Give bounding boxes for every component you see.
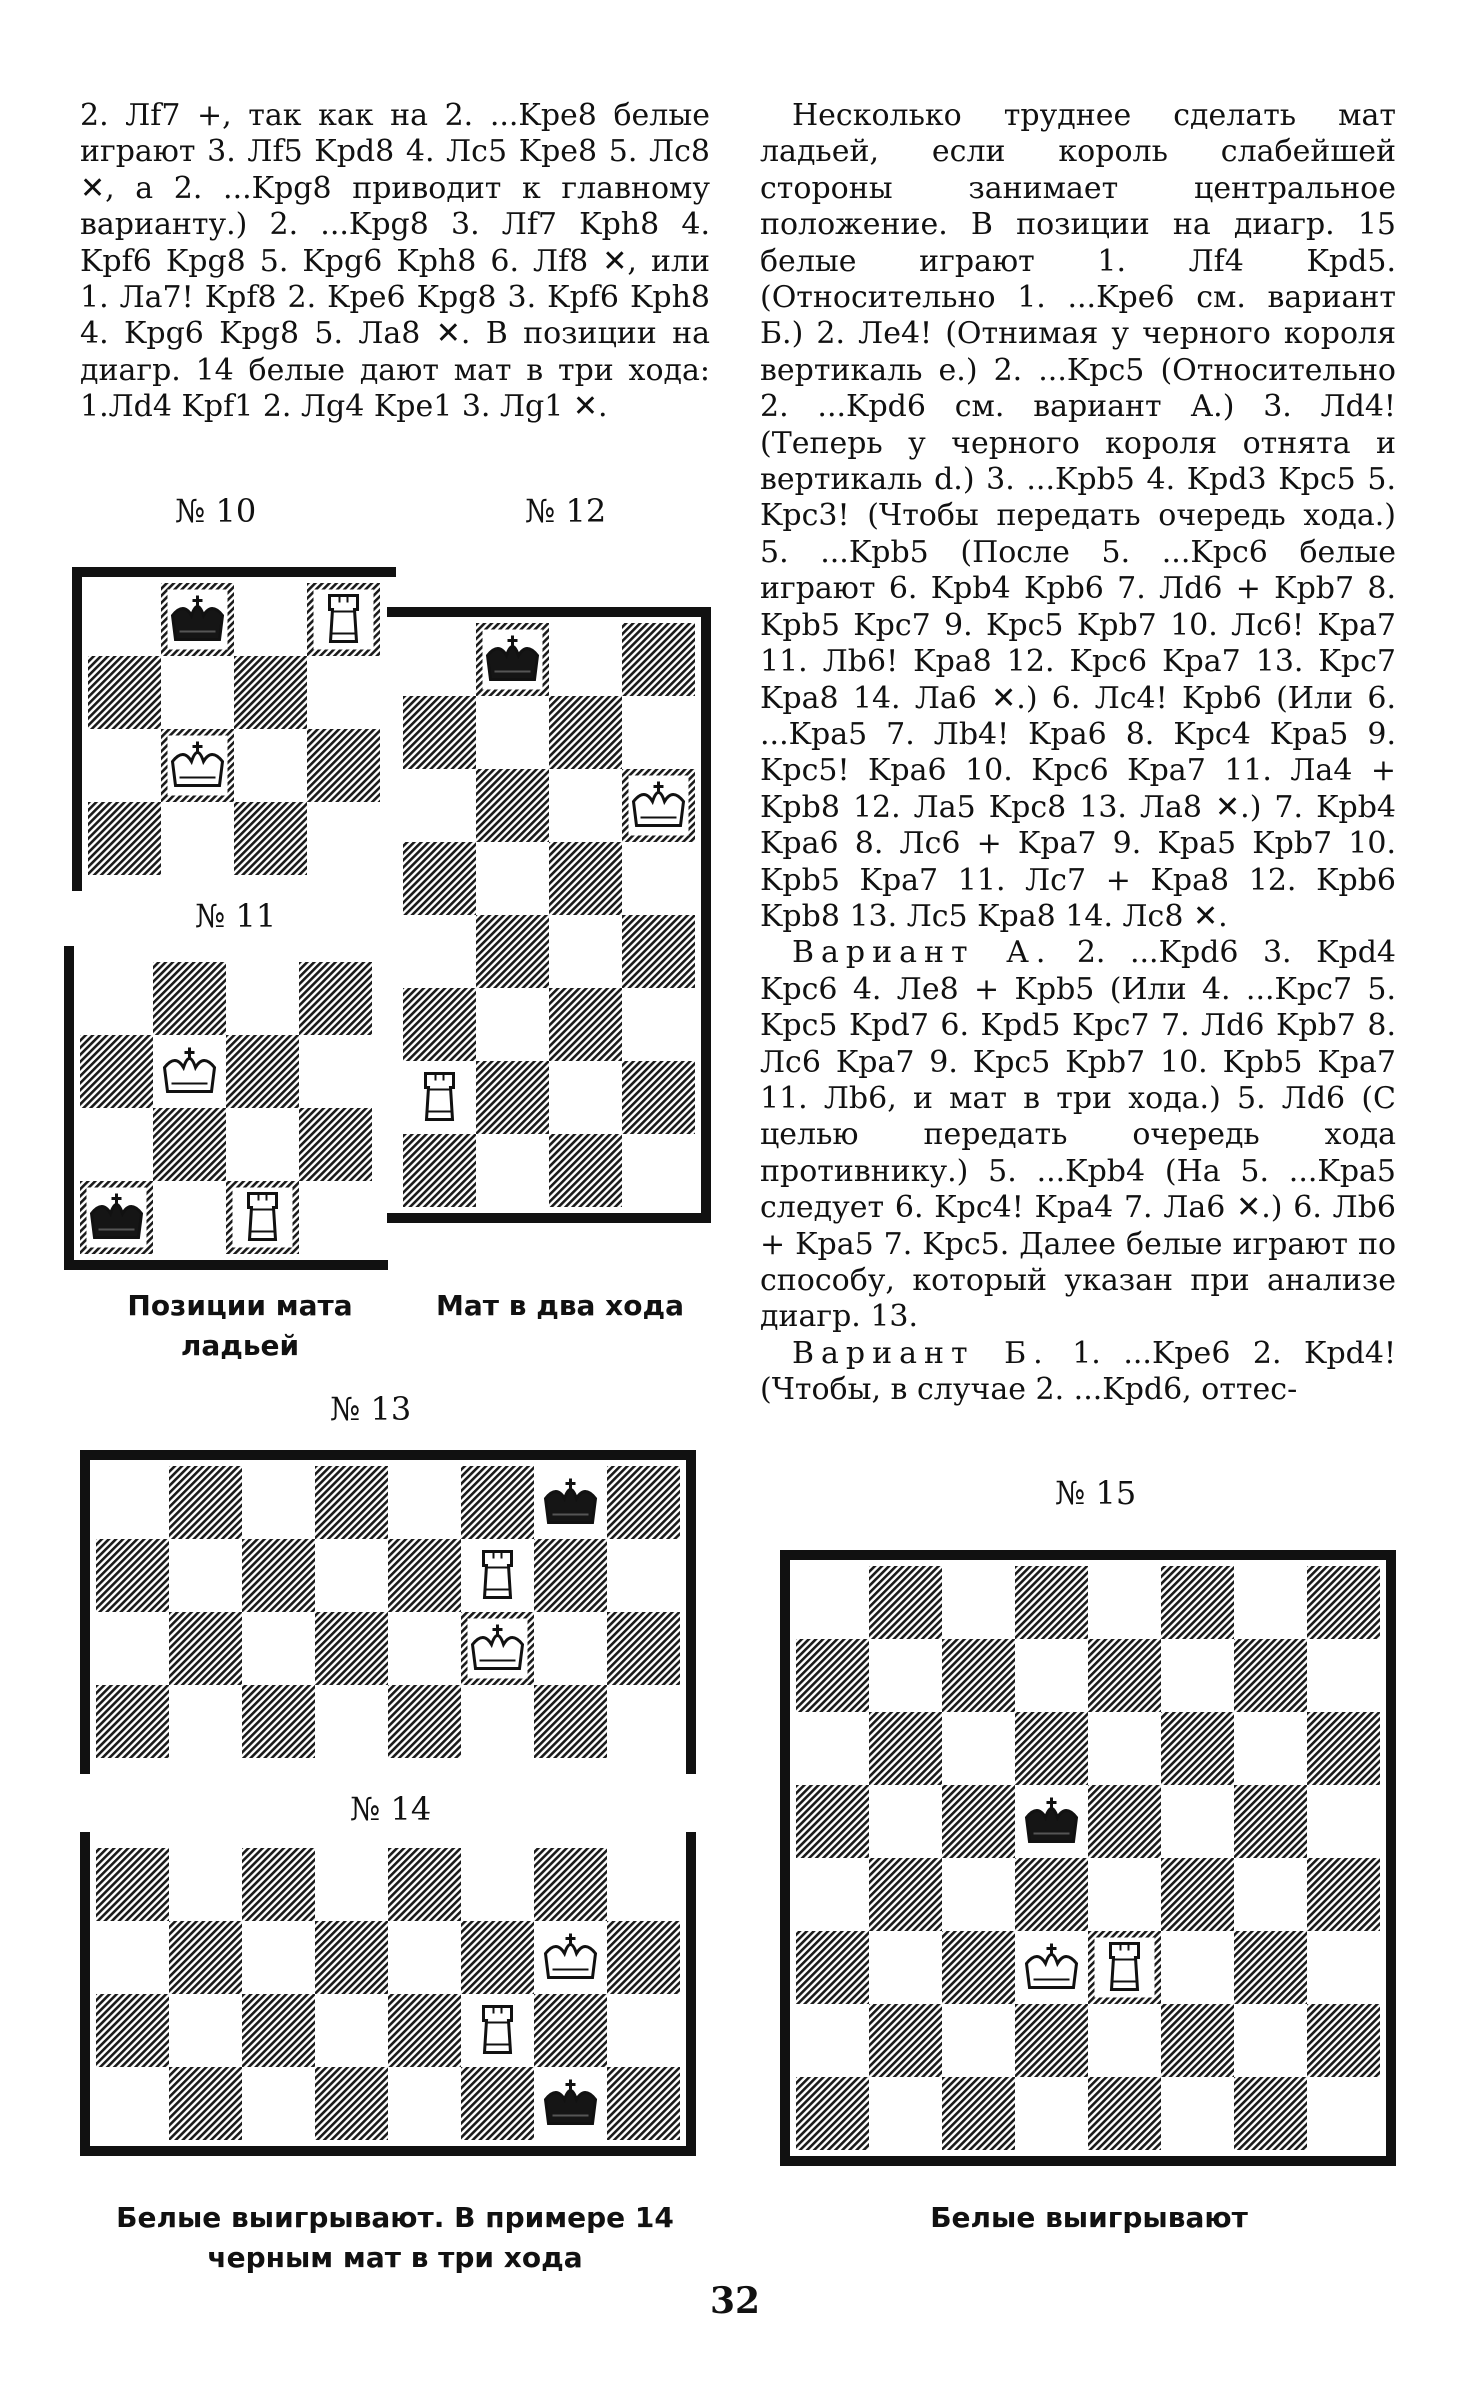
light-square [1088,1858,1161,1931]
diagram-label-15: № 15 [1055,1474,1137,1512]
light-square [169,1994,242,2067]
light-square [796,2004,869,2077]
caption-white-wins-14: Белые выигрывают. В примере 14 черным мат в три хода [116,2201,674,2274]
dark-square [622,1061,695,1134]
light-square [88,729,161,802]
dark-square [549,1134,622,1207]
variant-text: 2. ...Kpd6 3. Kpd4 Kpc6 4. Лe8 + Kpb5 (Или 4. ...Kpc7 5. Kpc5 Kpd7 6. Kpd5 Kpc7 7. Лd6 Kpb7 8. Лc6 Kpa7 9. Kpc5 Kpb7 10. Kpb5 Kpa7 11. Лb6, и мат в три хода.) 5. Лd6 (С целью передать очередь хода противнику.) 5. ...Kpb4 (На 5. ...Kpa5 следует 6. Kpc4! Kpa4 7. Ла6 ✕.) 6. Лb6 + Kpa5 7. Kpc5. Далее белые играют по способу, который указан при анализе диагр. 13. [760,935,1396,1335]
dark-square [307,729,380,802]
white-rook-icon [330,596,358,642]
light-square [242,2067,315,2140]
dark-square [1088,1785,1161,1858]
text-column-left [80,98,710,426]
paragraph-variant-b [760,1336,1396,1409]
light-square [607,1685,680,1758]
dark-square [153,1108,226,1181]
dark-square [607,1612,680,1685]
light-square [622,1134,695,1207]
white-rook-icon [484,1552,512,1598]
chess-diagram-15 [778,1548,1400,2178]
dark-square [153,962,226,1035]
white-rook-icon [1111,1944,1139,1990]
light-square [1307,1931,1380,2004]
dark-square [607,1921,680,1994]
diagram-label-10: № 10 [175,492,257,530]
light-square [388,1612,461,1685]
dark-square [869,1712,942,1785]
caption-mate-positions: Позиции мата ладьей [127,1289,353,1362]
light-square [549,769,622,842]
dark-square [388,1685,461,1758]
light-square [161,802,234,875]
light-square [388,1921,461,1994]
dark-square [942,1785,1015,1858]
light-square [169,1848,242,1921]
dark-square [1307,2004,1380,2077]
light-square [169,1685,242,1758]
light-square [476,988,549,1061]
dark-square [534,1685,607,1758]
light-square [942,1712,1015,1785]
light-square [80,1108,153,1181]
light-square [315,1848,388,1921]
light-square [461,1685,534,1758]
dark-square [796,1931,869,2004]
dark-square [1234,1785,1307,1858]
light-square [226,1108,299,1181]
light-square [1161,1785,1234,1858]
dark-square [299,1108,372,1181]
light-square [796,1712,869,1785]
light-square [796,1858,869,1931]
light-square [1161,2077,1234,2150]
light-square [403,769,476,842]
dark-square [96,1685,169,1758]
dark-square [942,1931,1015,2004]
dark-square [403,696,476,769]
dark-square [403,988,476,1061]
light-square [226,962,299,1035]
dark-square [315,1466,388,1539]
dark-square [1234,1931,1307,2004]
dark-square [388,1539,461,1612]
text-column-right [760,98,1396,1409]
dark-square [1307,1858,1380,1931]
dark-square [622,623,695,696]
light-square [549,623,622,696]
board-border [80,1450,90,1774]
dark-square [1161,1566,1234,1639]
dark-square [388,1848,461,1921]
dark-square [461,1921,534,1994]
light-square [1307,1785,1380,1858]
dark-square [607,1466,680,1539]
light-square [869,1931,942,2004]
dark-square [315,1921,388,1994]
board-border [80,2146,696,2156]
board-border [701,607,711,1223]
page-number: 32 [709,2280,761,2322]
variant-text: 1. ...Kpe6 2. Kpd4! (Чтобы, в случае 2. ...Kpd6, оттес- [760,1335,1396,1408]
light-square [96,1921,169,1994]
dark-square [96,1848,169,1921]
dark-square [299,962,372,1035]
light-square [622,842,695,915]
light-square [315,1539,388,1612]
dark-square [534,1848,607,1921]
dark-square [1161,2004,1234,2077]
light-square [942,1858,1015,1931]
dark-square [88,656,161,729]
light-square [299,1035,372,1108]
light-square [476,1134,549,1207]
light-square [549,915,622,988]
variant-heading: Вариант А. [792,935,1053,971]
light-square [1234,1712,1307,1785]
variant-heading: Вариант Б. [792,1335,1050,1371]
dark-square [169,2067,242,2140]
light-square [476,842,549,915]
light-square [169,1539,242,1612]
dark-square [403,842,476,915]
dark-square [315,2067,388,2140]
board-border [80,1832,90,2156]
dark-square [869,1858,942,1931]
light-square [607,1539,680,1612]
light-square [942,2004,1015,2077]
light-square [96,1466,169,1539]
light-square [96,1612,169,1685]
light-square [315,1685,388,1758]
diagram-label-13: № 13 [330,1390,412,1428]
light-square [234,729,307,802]
board-border [387,607,711,617]
diagram-label-14: № 14 [350,1790,432,1828]
light-square [622,696,695,769]
board-border [686,1450,696,1774]
dark-square [942,1639,1015,1712]
dark-square [315,1612,388,1685]
chess-diagram-13 [78,1448,703,1773]
dark-square [234,656,307,729]
light-square [388,1466,461,1539]
dark-square [96,1994,169,2067]
light-square [88,583,161,656]
light-square [242,1921,315,1994]
caption-mate-two-moves: Мат в два хода [436,1289,684,1322]
light-square [307,656,380,729]
dark-square [242,1994,315,2067]
board-border [1386,1550,1396,2166]
light-square [1161,1931,1234,2004]
diagram-label-11: № 11 [195,897,277,935]
light-square [234,583,307,656]
light-square [549,1061,622,1134]
light-square [869,1639,942,1712]
dark-square [942,2077,1015,2150]
dark-square [1161,1858,1234,1931]
dark-square [476,1061,549,1134]
light-square [942,1566,1015,1639]
light-square [299,1181,372,1254]
light-square [96,2067,169,2140]
light-square [476,696,549,769]
dark-square [169,1921,242,1994]
chess-diagram-10 [70,565,410,885]
light-square [307,802,380,875]
dark-square [1161,1712,1234,1785]
dark-square [607,2067,680,2140]
light-square [534,1612,607,1685]
light-square [403,623,476,696]
dark-square [796,1639,869,1712]
white-rook-icon [484,2007,512,2053]
dark-square [169,1612,242,1685]
dark-square [534,1539,607,1612]
light-square [1234,1858,1307,1931]
board-border [72,567,82,891]
light-square [1307,1639,1380,1712]
light-square [461,1848,534,1921]
dark-square [549,696,622,769]
dark-square [403,1134,476,1207]
dark-square [242,1848,315,1921]
dark-square [476,915,549,988]
light-square [1088,1712,1161,1785]
dark-square [96,1539,169,1612]
dark-square [88,802,161,875]
dark-square [1015,1566,1088,1639]
light-square [1015,1639,1088,1712]
dark-square [461,2067,534,2140]
caption-white-wins-15: Белые выигрывают [930,2201,1248,2234]
light-square [1015,2077,1088,2150]
chess-diagram-14 [78,1840,703,2155]
dark-square [1015,1858,1088,1931]
dark-square [476,769,549,842]
paragraph: 2. Лf7 +, так как на 2. ...Kpe8 белые играют 3. Лf5 Kpd8 4. Лc5 Kpe8 5. Лc8 ✕, а 2. ...Kpg8 приводит к главному варианту.) 2. ...Kpg8 3. Лf7 Kph8 4. Kpf6 Kpg8 5. Kpg6 Kph8 6. Лf8 ✕, или 1. Ла7! Kpf8 2. Kpe6 Kpg8 3. Kpf6 Kph8 4. Kpg6 Kpg8 5. Ла8 ✕. В позиции на диагр. 14 белые дают мат в три хода: 1.Лd4 Kpf1 2. Лg4 Kpe1 3. Лg1 ✕. [80,98,710,425]
light-square [869,1785,942,1858]
light-square [1234,2004,1307,2077]
dark-square [234,802,307,875]
dark-square [1234,1639,1307,1712]
light-square [242,1466,315,1539]
board-border [64,946,74,1270]
board-border [387,1213,711,1223]
dark-square [1015,1712,1088,1785]
dark-square [1015,2004,1088,2077]
light-square [869,2077,942,2150]
dark-square [1088,1639,1161,1712]
light-square [403,915,476,988]
light-square [80,962,153,1035]
dark-square [461,1466,534,1539]
light-square [796,1566,869,1639]
light-square [161,656,234,729]
chess-diagram-11 [70,950,410,1275]
dark-square [388,1994,461,2067]
dark-square [796,2077,869,2150]
dark-square [1307,1712,1380,1785]
dark-square [869,2004,942,2077]
light-square [315,1994,388,2067]
white-rook-icon [249,1194,277,1240]
dark-square [1088,2077,1161,2150]
dark-square [622,915,695,988]
light-square [1088,1566,1161,1639]
light-square [607,1994,680,2067]
light-square [388,2067,461,2140]
dark-square [80,1035,153,1108]
light-square [1088,2004,1161,2077]
light-square [1161,1639,1234,1712]
dark-square [242,1539,315,1612]
chess-diagram-12 [395,605,710,1235]
white-rook-icon [426,1074,454,1120]
light-square [242,1612,315,1685]
dark-square [534,1994,607,2067]
dark-square [549,842,622,915]
diagram-label-12: № 12 [525,492,607,530]
board-border [72,567,396,577]
dark-square [242,1685,315,1758]
light-square [1234,1566,1307,1639]
dark-square [226,1035,299,1108]
dark-square [549,988,622,1061]
light-square [1307,2077,1380,2150]
dark-square [1234,2077,1307,2150]
board-border [780,1550,1396,1560]
dark-square [1307,1566,1380,1639]
light-square [622,988,695,1061]
dark-square [796,1785,869,1858]
board-border [780,2156,1396,2166]
board-border [780,1550,790,2166]
board-border [64,1260,388,1270]
paragraph-variant-a [760,935,1396,1335]
board-border [80,1450,696,1460]
board-border [686,1832,696,2156]
paragraph: Несколько труднее сделать мат ладьей, если король слабейшей стороны занимает центральное положение. В позиции на диагр. 15 белые играют 1. Лf4 Kpd5. (Относительно 1. ...Kpe6 см. вариант Б.) 2. Лe4! (Отнимая у черного короля вертикаль e.) 2. ...Kpc5 (Относительно 2. ...Kpd6 см. вариант А.) 3. Лd4! (Теперь у черного короля отнята и вертикаль d.) 3. ...Kpb5 4. Kpd3 Kpc5 5. Kpc3! (Чтобы передать очередь хода.) 5. ...Kpb5 (После 5. ...Kpc6 белые играют 6. Kpb4 Kpb6 7. Лd6 + Kpb7 8. Kpb5 Kpc7 9. Kpc5 Kpb7 10. Лc6! Kpa7 11. Лb6! Kpa8 12. Kpc6 Kpa7 13. Kpc7 Kpa8 14. Ла6 ✕.) 6. Лc4! Kpb6 (Или 6. ...Kpa5 7. Лb4! Kpa6 8. Kpc4 Kpa5 9. Kpc5! Kpa6 10. Kpc6 Kpa7 11. Ла4 + Kpb8 12. Ла5 Kpc8 13. Ла8 ✕.) 7. Kpb4 Kpa6 8. Лc6 + Kpa7 9. Kpa5 Kpb7 10. Kpb5 Kpa7 11. Лc7 + Kpa8 12. Kpb6 Kpb8 13. Лc5 Kpa8 14. Лc8 ✕. [760,98,1396,934]
light-square [607,1848,680,1921]
light-square [153,1181,226,1254]
dark-square [169,1466,242,1539]
dark-square [869,1566,942,1639]
